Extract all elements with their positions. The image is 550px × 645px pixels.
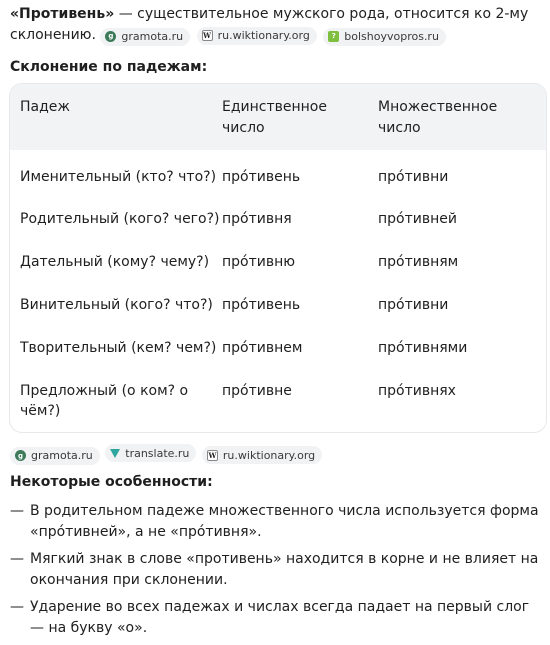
singular-cell: про́тивне [222,383,292,399]
bolshoyvopros-icon: ? [328,31,339,42]
table-row [10,327,546,370]
wiktionary-icon: W [208,450,217,460]
column-header-case: Падеж [20,99,71,115]
plural-cell: про́тивнями [378,340,468,356]
singular-cell: про́тивня [222,211,292,227]
source-label: translate.ru [125,446,190,460]
column-header-plural: Множественное число [378,99,498,136]
case-cell: Предложный (о ком? о чём?) [20,383,189,419]
intro-paragraph [10,4,546,46]
dash-bullet: — [10,599,24,615]
wiktionary-icon: W [203,31,212,40]
plural-cell: про́тивням [378,254,459,270]
declension-heading: Склонение по падежам: [10,59,208,75]
source-chip-bolshoyvopros[interactable] [323,28,446,46]
source-chip-translate[interactable] [105,444,196,462]
singular-cell: про́тивнем [222,340,303,356]
singular-cell: про́тивню [222,254,296,270]
table-row [10,241,546,284]
table-row [10,370,546,432]
source-label: ru.wiktionary.org [217,29,310,42]
singular-cell: про́тивень [222,297,301,313]
case-cell: Именительный (кто? что?) [20,169,217,185]
table-row [10,156,546,198]
source-chip-wiktionary[interactable] [197,27,317,45]
source-label: gramota.ru [121,30,184,43]
case-cell: Творительный (кем? чем?) [20,340,217,356]
list-item-text: В родительном падеже множественного числа используется форма «про́тивней», а не «про́тивня». [30,503,539,540]
features-heading: Некоторые особенности: [10,474,213,490]
table-header [10,84,546,150]
source-chip-gramota[interactable] [100,28,190,46]
answer-block [10,4,546,645]
singular-cell: про́тивень [222,169,301,185]
gramota-icon: g [105,31,116,42]
gramota-icon: g [15,450,26,461]
case-cell: Винительный (кого? что?) [20,297,213,313]
plural-cell: про́тивнях [378,383,456,399]
plural-cell: про́тивни [378,297,449,313]
intro-text: — существительное мужского рода, относится ко 2-му склонению. [10,6,529,43]
case-cell: Дательный (кому? чему?) [20,254,210,270]
column-header-singular: Единственное число [222,99,327,136]
declension-table [10,84,546,432]
declension-sources [10,444,546,462]
source-label: bolshoyvopros.ru [344,30,439,43]
plural-cell: про́тивней [378,211,457,227]
list-item [10,549,546,591]
headword: «Противень» [10,6,115,22]
source-chip-wiktionary[interactable] [202,446,322,464]
dash-bullet: — [10,503,24,519]
table-row [10,198,546,241]
table-row [10,284,546,327]
list-item [10,501,546,543]
list-item-text: Мягкий знак в слове «противень» находится в корне и не влияет на окончания при склонении. [30,551,539,588]
list-item-text: Ударение во всех падежах и числах всегда падает на первый слог — на букву «о». [30,599,530,636]
source-chip-gramota[interactable] [10,447,100,465]
dash-bullet: — [10,551,24,567]
translate-icon [110,449,120,458]
case-cell: Родительный (кого? чего?) [20,211,220,227]
list-item [10,597,546,639]
source-label: ru.wiktionary.org [222,448,316,462]
plural-cell: про́тивни [378,169,449,185]
features-list [10,501,546,639]
source-label: gramota.ru [31,449,93,462]
